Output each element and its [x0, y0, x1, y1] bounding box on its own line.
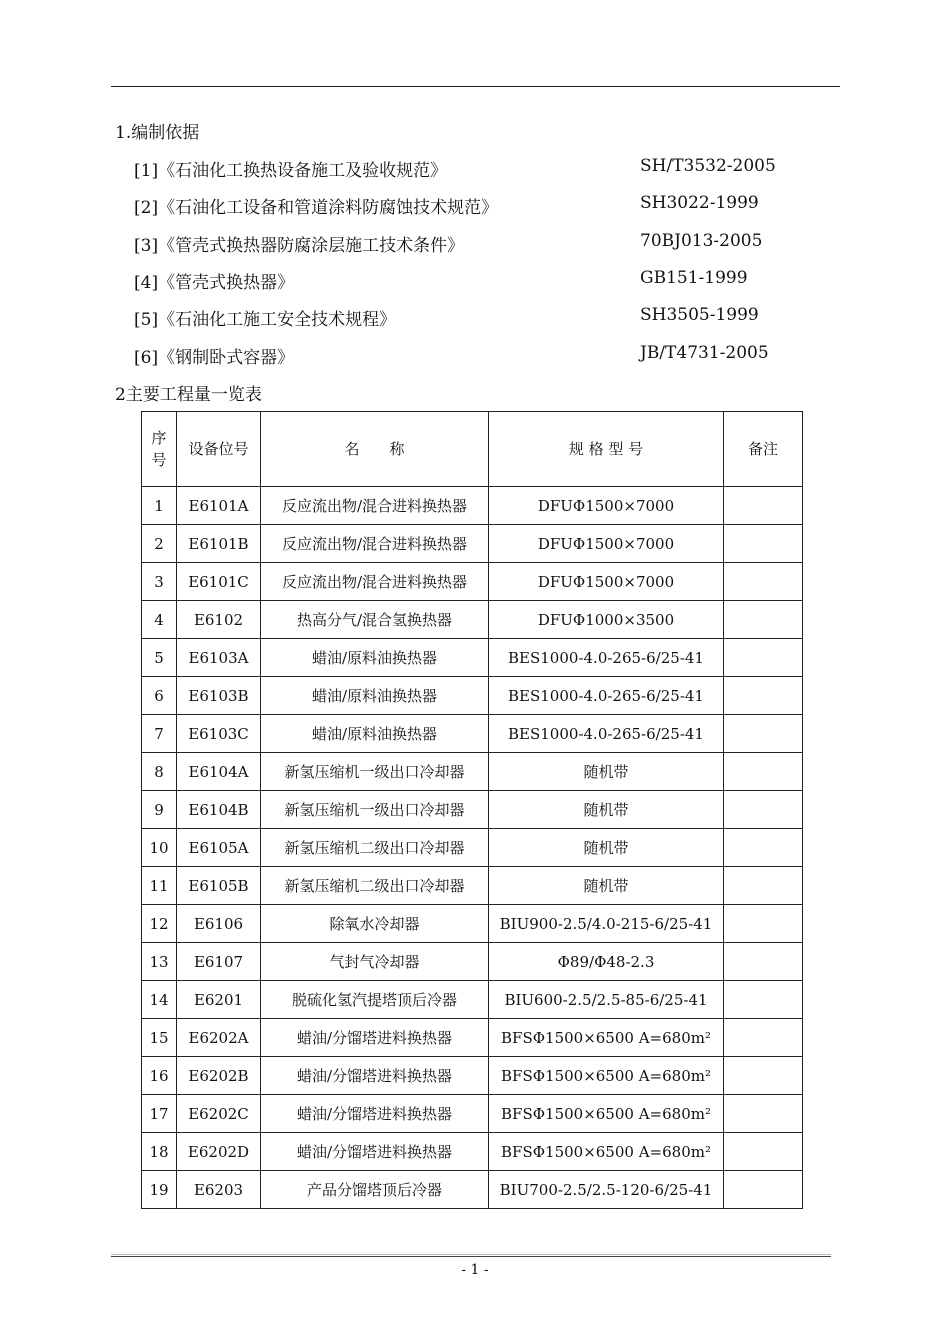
cell-tag: E6203	[177, 1171, 261, 1209]
cell-note	[724, 791, 803, 829]
cell-seq: 19	[142, 1171, 177, 1209]
cell-note	[724, 1019, 803, 1057]
cell-seq: 11	[142, 867, 177, 905]
cell-name: 反应流出物/混合进料换热器	[261, 525, 489, 563]
cell-name: 脱硫化氢汽提塔顶后冷器	[261, 981, 489, 1019]
cell-tag: E6103B	[177, 677, 261, 715]
cell-seq: 18	[142, 1133, 177, 1171]
cell-name: 反应流出物/混合进料换热器	[261, 563, 489, 601]
cell-tag: E6201	[177, 981, 261, 1019]
cell-tag: E6106	[177, 905, 261, 943]
reference-code: SH3022-1999	[640, 193, 759, 214]
cell-tag: E6101C	[177, 563, 261, 601]
cell-note	[724, 563, 803, 601]
cell-spec: BIU700-2.5/2.5-120-6/25-41	[489, 1171, 724, 1209]
reference-title: [3]《管壳式换热器防腐涂层施工技术条件》	[134, 235, 465, 256]
cell-name: 新氢压缩机一级出口冷却器	[261, 791, 489, 829]
cell-seq: 16	[142, 1057, 177, 1095]
reference-item	[134, 156, 774, 182]
reference-item	[134, 193, 774, 219]
cell-spec: BES1000-4.0-265-6/25-41	[489, 639, 724, 677]
cell-tag: E6101B	[177, 525, 261, 563]
table-row	[142, 753, 803, 791]
cell-tag: E6103A	[177, 639, 261, 677]
section-2-title: 2主要工程量一览表	[115, 385, 262, 405]
cell-tag: E6103C	[177, 715, 261, 753]
cell-note	[724, 677, 803, 715]
cell-seq: 15	[142, 1019, 177, 1057]
cell-spec: 随机带	[489, 753, 724, 791]
table-row	[142, 487, 803, 525]
cell-note	[724, 1171, 803, 1209]
cell-note	[724, 601, 803, 639]
cell-name: 蜡油/分馏塔进料换热器	[261, 1057, 489, 1095]
cell-name: 蜡油/分馏塔进料换热器	[261, 1133, 489, 1171]
table-body	[142, 487, 803, 1209]
cell-seq: 4	[142, 601, 177, 639]
cell-name: 新氢压缩机二级出口冷却器	[261, 829, 489, 867]
cell-spec: BFSΦ1500×6500 A=680m²	[489, 1019, 724, 1057]
reference-title: [2]《石油化工设备和管道涂料防腐蚀技术规范》	[134, 198, 499, 219]
cell-spec: 随机带	[489, 829, 724, 867]
cell-seq: 17	[142, 1095, 177, 1133]
cell-seq: 8	[142, 753, 177, 791]
cell-spec: BIU900-2.5/4.0-215-6/25-41	[489, 905, 724, 943]
table-row	[142, 639, 803, 677]
cell-note	[724, 981, 803, 1019]
cell-spec: BIU600-2.5/2.5-85-6/25-41	[489, 981, 724, 1019]
cell-spec: Φ89/Φ48-2.3	[489, 943, 724, 981]
cell-note	[724, 1057, 803, 1095]
cell-note	[724, 867, 803, 905]
cell-seq: 10	[142, 829, 177, 867]
table-row	[142, 981, 803, 1019]
cell-seq: 5	[142, 639, 177, 677]
cell-seq: 1	[142, 487, 177, 525]
table-row	[142, 829, 803, 867]
table-row	[142, 905, 803, 943]
cell-name: 蜡油/分馏塔进料换热器	[261, 1019, 489, 1057]
cell-spec: BES1000-4.0-265-6/25-41	[489, 677, 724, 715]
cell-seq: 14	[142, 981, 177, 1019]
cell-tag: E6202D	[177, 1133, 261, 1171]
cell-tag: E6105B	[177, 867, 261, 905]
header-rule	[111, 86, 840, 87]
table-row	[142, 1133, 803, 1171]
cell-name: 蜡油/原料油换热器	[261, 715, 489, 753]
cell-spec: 随机带	[489, 791, 724, 829]
header-name: 名 称	[261, 412, 489, 487]
cell-note	[724, 829, 803, 867]
cell-seq: 12	[142, 905, 177, 943]
cell-note	[724, 1133, 803, 1171]
cell-name: 除氧水冷却器	[261, 905, 489, 943]
cell-note	[724, 1095, 803, 1133]
cell-spec: 随机带	[489, 867, 724, 905]
cell-seq: 9	[142, 791, 177, 829]
cell-tag: E6102	[177, 601, 261, 639]
cell-seq: 3	[142, 563, 177, 601]
header-spec: 规 格 型 号	[489, 412, 724, 487]
table-header-row	[142, 412, 803, 487]
cell-spec: DFUΦ1500×7000	[489, 525, 724, 563]
table-row	[142, 1019, 803, 1057]
table-row	[142, 715, 803, 753]
table-row	[142, 677, 803, 715]
cell-spec: DFUΦ1000×3500	[489, 601, 724, 639]
cell-spec: BFSΦ1500×6500 A=680m²	[489, 1057, 724, 1095]
reference-title: [6]《钢制卧式容器》	[134, 347, 295, 368]
reference-title: [1]《石油化工换热设备施工及验收规范》	[134, 161, 448, 181]
table-row	[142, 1057, 803, 1095]
reference-code: SH/T3532-2005	[640, 156, 776, 176]
cell-note	[724, 943, 803, 981]
table-row	[142, 563, 803, 601]
cell-tag: E6105A	[177, 829, 261, 867]
cell-note	[724, 715, 803, 753]
reference-code: 70BJ013-2005	[640, 230, 763, 251]
cell-spec: DFUΦ1500×7000	[489, 487, 724, 525]
reference-item	[134, 343, 774, 369]
cell-spec: DFUΦ1500×7000	[489, 563, 724, 601]
reference-item	[134, 268, 774, 294]
reference-code: GB151-1999	[640, 267, 748, 288]
cell-tag: E6104B	[177, 791, 261, 829]
cell-tag: E6104A	[177, 753, 261, 791]
section-1-title: 1.编制依据	[115, 123, 200, 143]
cell-note	[724, 487, 803, 525]
cell-seq: 7	[142, 715, 177, 753]
cell-note	[724, 753, 803, 791]
cell-tag: E6101A	[177, 487, 261, 525]
cell-spec: BFSΦ1500×6500 A=680m²	[489, 1133, 724, 1171]
cell-name: 气封气冷却器	[261, 943, 489, 981]
header-note: 备注	[724, 412, 803, 487]
reference-title: [4]《管壳式换热器》	[134, 272, 295, 293]
reference-title: [5]《石油化工施工安全技术规程》	[134, 310, 397, 331]
cell-tag: E6107	[177, 943, 261, 981]
table-row	[142, 867, 803, 905]
footer-rule	[111, 1254, 831, 1257]
cell-note	[724, 525, 803, 563]
cell-name: 热高分气/混合氢换热器	[261, 601, 489, 639]
cell-name: 蜡油/原料油换热器	[261, 639, 489, 677]
cell-name: 产品分馏塔顶后冷器	[261, 1171, 489, 1209]
reference-code: JB/T4731-2005	[640, 342, 769, 363]
cell-note	[724, 905, 803, 943]
cell-name: 蜡油/原料油换热器	[261, 677, 489, 715]
page-number: - 1 -	[461, 1262, 489, 1278]
cell-note	[724, 639, 803, 677]
cell-tag: E6202C	[177, 1095, 261, 1133]
cell-name: 新氢压缩机一级出口冷却器	[261, 753, 489, 791]
cell-spec: BES1000-4.0-265-6/25-41	[489, 715, 724, 753]
table-row	[142, 943, 803, 981]
cell-tag: E6202B	[177, 1057, 261, 1095]
header-seq: 序 号	[142, 412, 177, 487]
table-row	[142, 525, 803, 563]
header-tag: 设备位号	[177, 412, 261, 487]
reference-code: SH3505-1999	[640, 305, 759, 326]
table-row	[142, 1095, 803, 1133]
equipment-table	[141, 411, 803, 1209]
cell-name: 新氢压缩机二级出口冷却器	[261, 867, 489, 905]
cell-seq: 2	[142, 525, 177, 563]
cell-name: 反应流出物/混合进料换热器	[261, 487, 489, 525]
cell-tag: E6202A	[177, 1019, 261, 1057]
reference-item	[134, 305, 774, 331]
cell-seq: 13	[142, 943, 177, 981]
cell-name: 蜡油/分馏塔进料换热器	[261, 1095, 489, 1133]
cell-seq: 6	[142, 677, 177, 715]
cell-spec: BFSΦ1500×6500 A=680m²	[489, 1095, 724, 1133]
reference-item	[134, 231, 774, 257]
table-row	[142, 791, 803, 829]
table-row	[142, 601, 803, 639]
table-row	[142, 1171, 803, 1209]
